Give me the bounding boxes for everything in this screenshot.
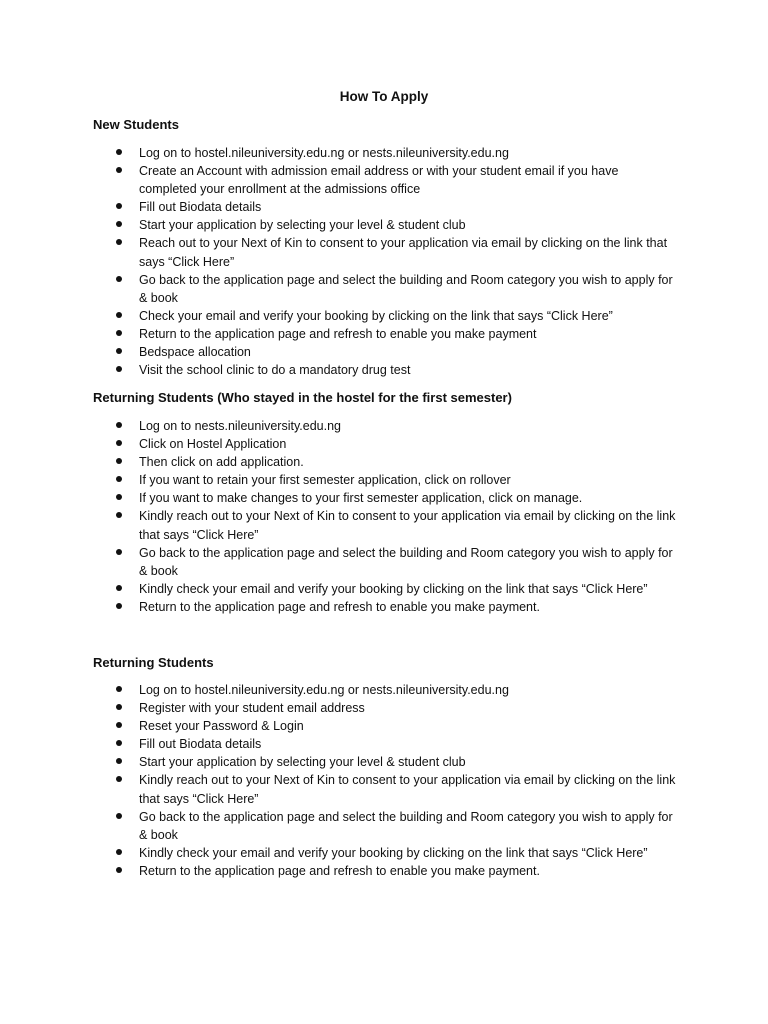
bullet-icon (116, 458, 122, 464)
list-item-text: Create an Account with admission email address or with your student email if you have completed your enrollment at the admissions office (139, 164, 619, 197)
bullet-icon (116, 239, 122, 245)
new-students-list (0, 144, 768, 379)
list-item (0, 271, 679, 307)
list-item-text: Bedspace allocation (139, 345, 251, 360)
bullet-icon (116, 849, 122, 855)
bullet-icon (116, 686, 122, 692)
list-item-text: Log on to hostel.nileuniversity.edu.ng or nests.nileuniversity.edu.ng (139, 683, 509, 697)
bullet-icon (116, 704, 122, 710)
list-item (0, 489, 679, 507)
list-item-text: Reach out to your Next of Kin to consent to your application via email by clicking on the link that says “Click Here” (139, 236, 668, 269)
bullet-icon (116, 149, 122, 155)
list-item (0, 507, 679, 543)
list-item-text: Go back to the application page and select the building and Room category you wish to apply for & book (139, 545, 673, 578)
list-item (0, 234, 679, 270)
bullet-icon (116, 167, 122, 173)
list-item (0, 844, 679, 862)
list-item (0, 162, 679, 198)
list-item (0, 717, 679, 735)
section-heading-new-students: New Students (93, 117, 179, 132)
list-item (0, 435, 679, 453)
list-item (0, 681, 679, 699)
bullet-icon (116, 867, 122, 873)
list-item (0, 598, 679, 616)
list-item (0, 544, 679, 580)
list-item (0, 216, 679, 234)
list-item-text: Go back to the application page and select the building and Room category you wish to apply for & book (139, 272, 673, 305)
list-item-text: Click on Hostel Application (139, 437, 287, 452)
list-item-text: Kindly reach out to your Next of Kin to consent to your application via email by clicking on the link that says “Click Here” (139, 509, 676, 542)
list-item-text: Start your application by selecting your level & student club (139, 218, 466, 233)
list-item-text: Return to the application page and refresh to enable you make payment. (139, 863, 540, 878)
page-title: How To Apply (339, 89, 429, 104)
returning-students-first-semester-list (0, 417, 768, 616)
list-item-text: Kindly reach out to your Next of Kin to consent to your application via email by clicking on the link that says “Click Here” (139, 773, 676, 806)
list-item (0, 198, 679, 216)
list-item (0, 361, 679, 379)
list-item (0, 307, 679, 325)
list-item (0, 699, 679, 717)
list-item-text: Start your application by selecting your level & student club (139, 755, 466, 770)
bullet-icon (116, 312, 122, 318)
list-item-text: Fill out Biodata details (139, 737, 262, 752)
list-item-text: Fill out Biodata details (139, 200, 262, 215)
list-item (0, 453, 679, 471)
list-item-text: Log on to nests.nileuniversity.edu.ng (139, 419, 341, 433)
list-item-text: Reset your Password & Login (139, 719, 304, 734)
bullet-icon (116, 722, 122, 728)
list-item (0, 471, 679, 489)
bullet-icon (116, 494, 122, 500)
bullet-icon (116, 203, 122, 209)
list-item (0, 808, 679, 844)
bullet-icon (116, 366, 122, 372)
bullet-icon (116, 776, 122, 782)
bullet-icon (116, 549, 122, 555)
list-item-text: If you want to make changes to your first semester application, click on manage. (139, 491, 583, 506)
bullet-icon (116, 758, 122, 764)
bullet-icon (116, 512, 122, 518)
list-item (0, 325, 679, 343)
list-item (0, 771, 679, 807)
list-item-text: Visit the school clinic to do a mandatory drug test (139, 363, 411, 378)
bullet-icon (116, 422, 122, 428)
list-item (0, 343, 679, 361)
list-item-text: Kindly check your email and verify your booking by clicking on the link that says “Click Here” (139, 581, 648, 596)
list-item-text: Log on to hostel.nileuniversity.edu.ng or nests.nileuniversity.edu.ng (139, 146, 509, 160)
bullet-icon (116, 740, 122, 746)
list-item-text: Return to the application page and refresh to enable you make payment. (139, 599, 540, 614)
list-item (0, 735, 679, 753)
list-item (0, 580, 679, 598)
list-item-text: Register with your student email address (139, 701, 365, 716)
bullet-icon (116, 813, 122, 819)
bullet-icon (116, 476, 122, 482)
bullet-icon (116, 330, 122, 336)
list-item (0, 144, 679, 162)
bullet-icon (116, 348, 122, 354)
bullet-icon (116, 276, 122, 282)
list-item-text: Check your email and verify your booking by clicking on the link that says “Click Here” (139, 308, 613, 323)
section-heading-returning-students-first-semester: Returning Students (Who stayed in the hostel for the first semester) (93, 390, 512, 405)
list-item-text: Then click on add application. (139, 455, 304, 470)
bullet-icon (116, 603, 122, 609)
list-item (0, 753, 679, 771)
list-item (0, 417, 679, 435)
bullet-icon (116, 221, 122, 227)
bullet-icon (116, 440, 122, 446)
list-item-text: Return to the application page and refresh to enable you make payment (139, 326, 537, 341)
list-item-text: Go back to the application page and select the building and Room category you wish to apply for & book (139, 809, 673, 842)
list-item (0, 862, 679, 880)
list-item-text: Kindly check your email and verify your booking by clicking on the link that says “Click Here” (139, 845, 648, 860)
bullet-icon (116, 585, 122, 591)
returning-students-list (0, 681, 768, 880)
section-heading-returning-students: Returning Students (93, 655, 214, 670)
list-item-text: If you want to retain your first semester application, click on rollover (139, 473, 511, 488)
